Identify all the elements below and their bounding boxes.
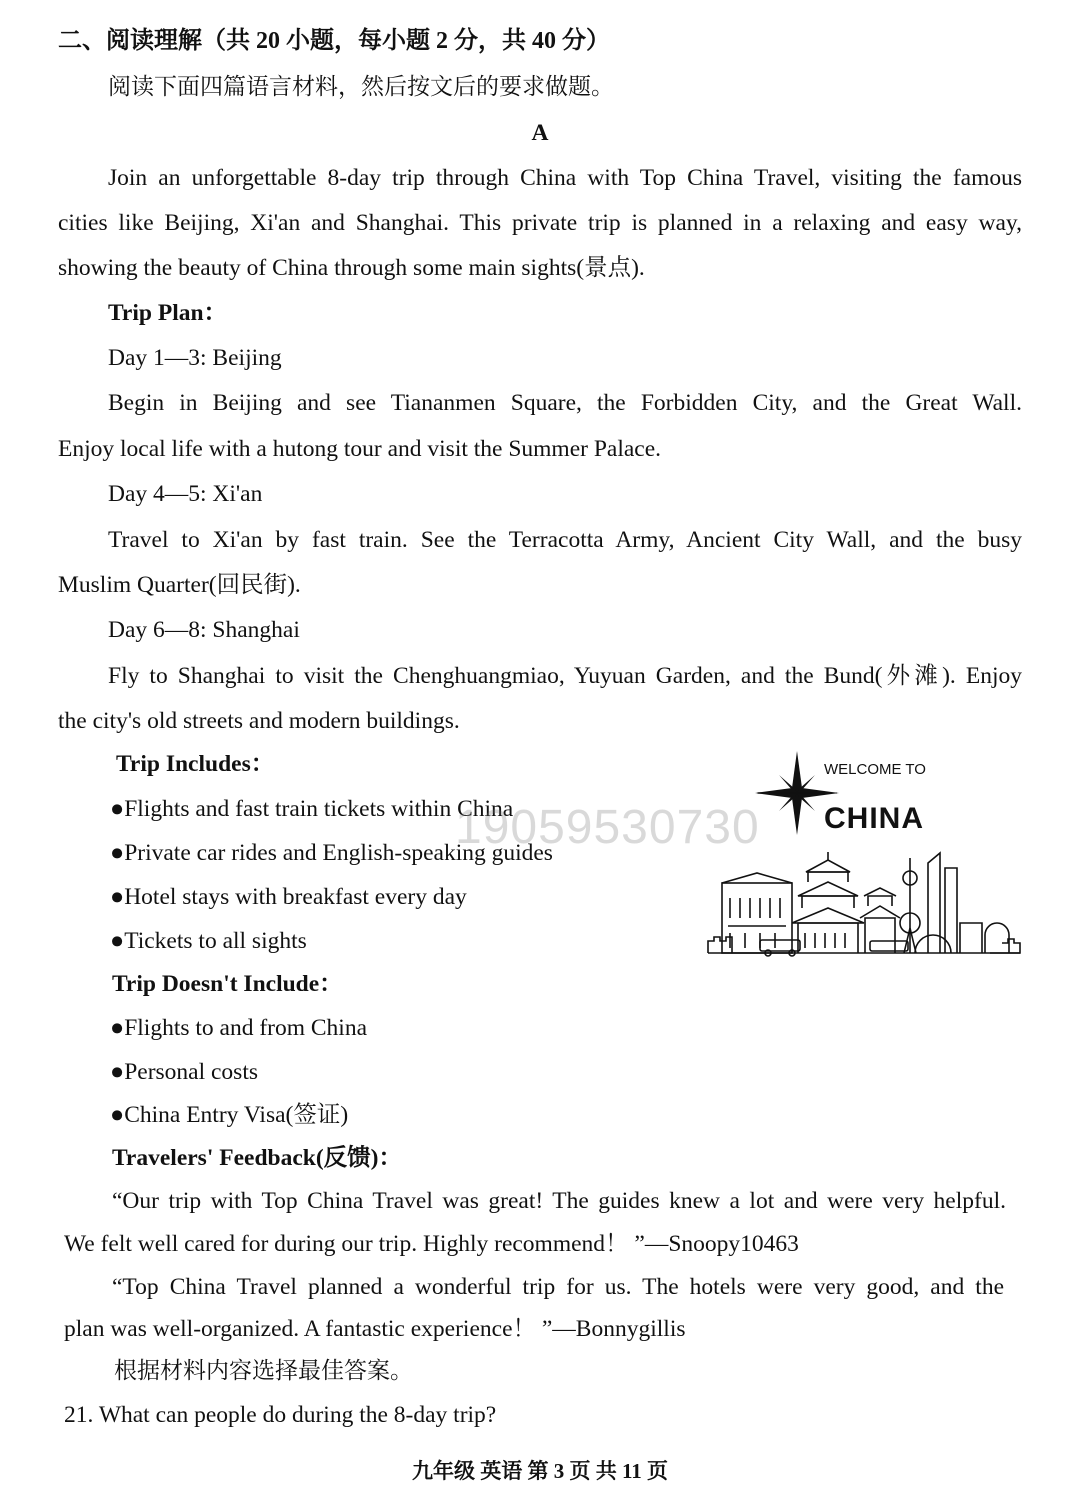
includes-item: ●Tickets to all sights [110,928,307,954]
trip-plan-heading: Trip Plan： [108,300,228,326]
passage-label: A [531,120,549,146]
includes-item: ●Private car rides and English-speaking guides [110,840,553,866]
choose-instruction: 根据材料内容选择最佳答案。 [114,1358,413,1383]
includes-heading: Trip Includes： [116,751,275,777]
feedback2-line-2: plan was well-organized. A fantastic experience！ ”—Bonnygillis [64,1316,686,1342]
feedback2-line-1: “Top China Travel planned a wonderful trip for us. The hotels were very good, and the [112,1274,1004,1300]
day1-line-2: Enjoy local life with a hutong tour and visit the Summer Palace. [58,436,662,462]
welcome-to-china-illustration [700,748,1030,963]
section-heading: 二、阅读理解（共 20 小题，每小题 2 分，共 40 分） [58,28,610,54]
question-21: 21. What can people do during the 8-day trip? [64,1402,497,1428]
excludes-heading: Trip Doesn't Include： [112,971,343,997]
welcome-text: WELCOME TO [824,761,926,778]
excludes-item: ●Flights to and from China [110,1015,368,1041]
feedback1-line-1: “Our trip with Top China Travel was great! The guides knew a lot and were very helpful. [112,1188,1006,1214]
day1-heading: Day 1—3: Beijing [108,345,282,371]
intro-line-2: cities like Beijing, Xi'an and Shanghai. This private trip is planned in a relaxing and easy way, [58,210,1022,236]
day6-line-1: Fly to Shanghai to visit the Chenghuangmiao, Yuyuan Garden, and the Bund(外滩). Enjoy [108,663,1022,689]
day6-line-2: the city's old streets and modern buildings. [58,708,460,734]
china-text: CHINA [824,802,924,835]
day4-line-2: Muslim Quarter(回民街). [58,572,301,598]
watermark-number: 19059530730 [455,801,760,854]
skyline-drawing [708,852,1020,956]
feedback-heading: Travelers' Feedback(反馈)： [112,1145,402,1171]
day4-heading: Day 4—5: Xi'an [108,481,263,507]
excludes-item: ●China Entry Visa(签证) [110,1102,349,1128]
intro-line-1: Join an unforgettable 8-day trip through China with Top China Travel, visiting the famous [108,165,1022,191]
includes-item: ●Flights and fast train tickets within China [110,796,514,822]
instruction-text: 阅读下面四篇语言材料，然后按文后的要求做题。 [108,74,614,99]
day6-heading: Day 6—8: Shanghai [108,617,300,643]
page-footer: 九年级 英语 第 3 页 共 11 页 [411,1459,669,1483]
excludes-item: ●Personal costs [110,1059,258,1085]
day1-line-1: Begin in Beijing and see Tiananmen Square, the Forbidden City, and the Great Wall. [108,390,1022,416]
day4-line-1: Travel to Xi'an by fast train. See the Terracotta Army, Ancient City Wall, and the busy [108,527,1022,553]
intro-line-3: showing the beauty of China through some main sights(景点). [58,255,645,281]
feedback1-line-2: We felt well cared for during our trip. Highly recommend！ ”—Snoopy10463 [64,1231,799,1257]
includes-item: ●Hotel stays with breakfast every day [110,884,467,910]
